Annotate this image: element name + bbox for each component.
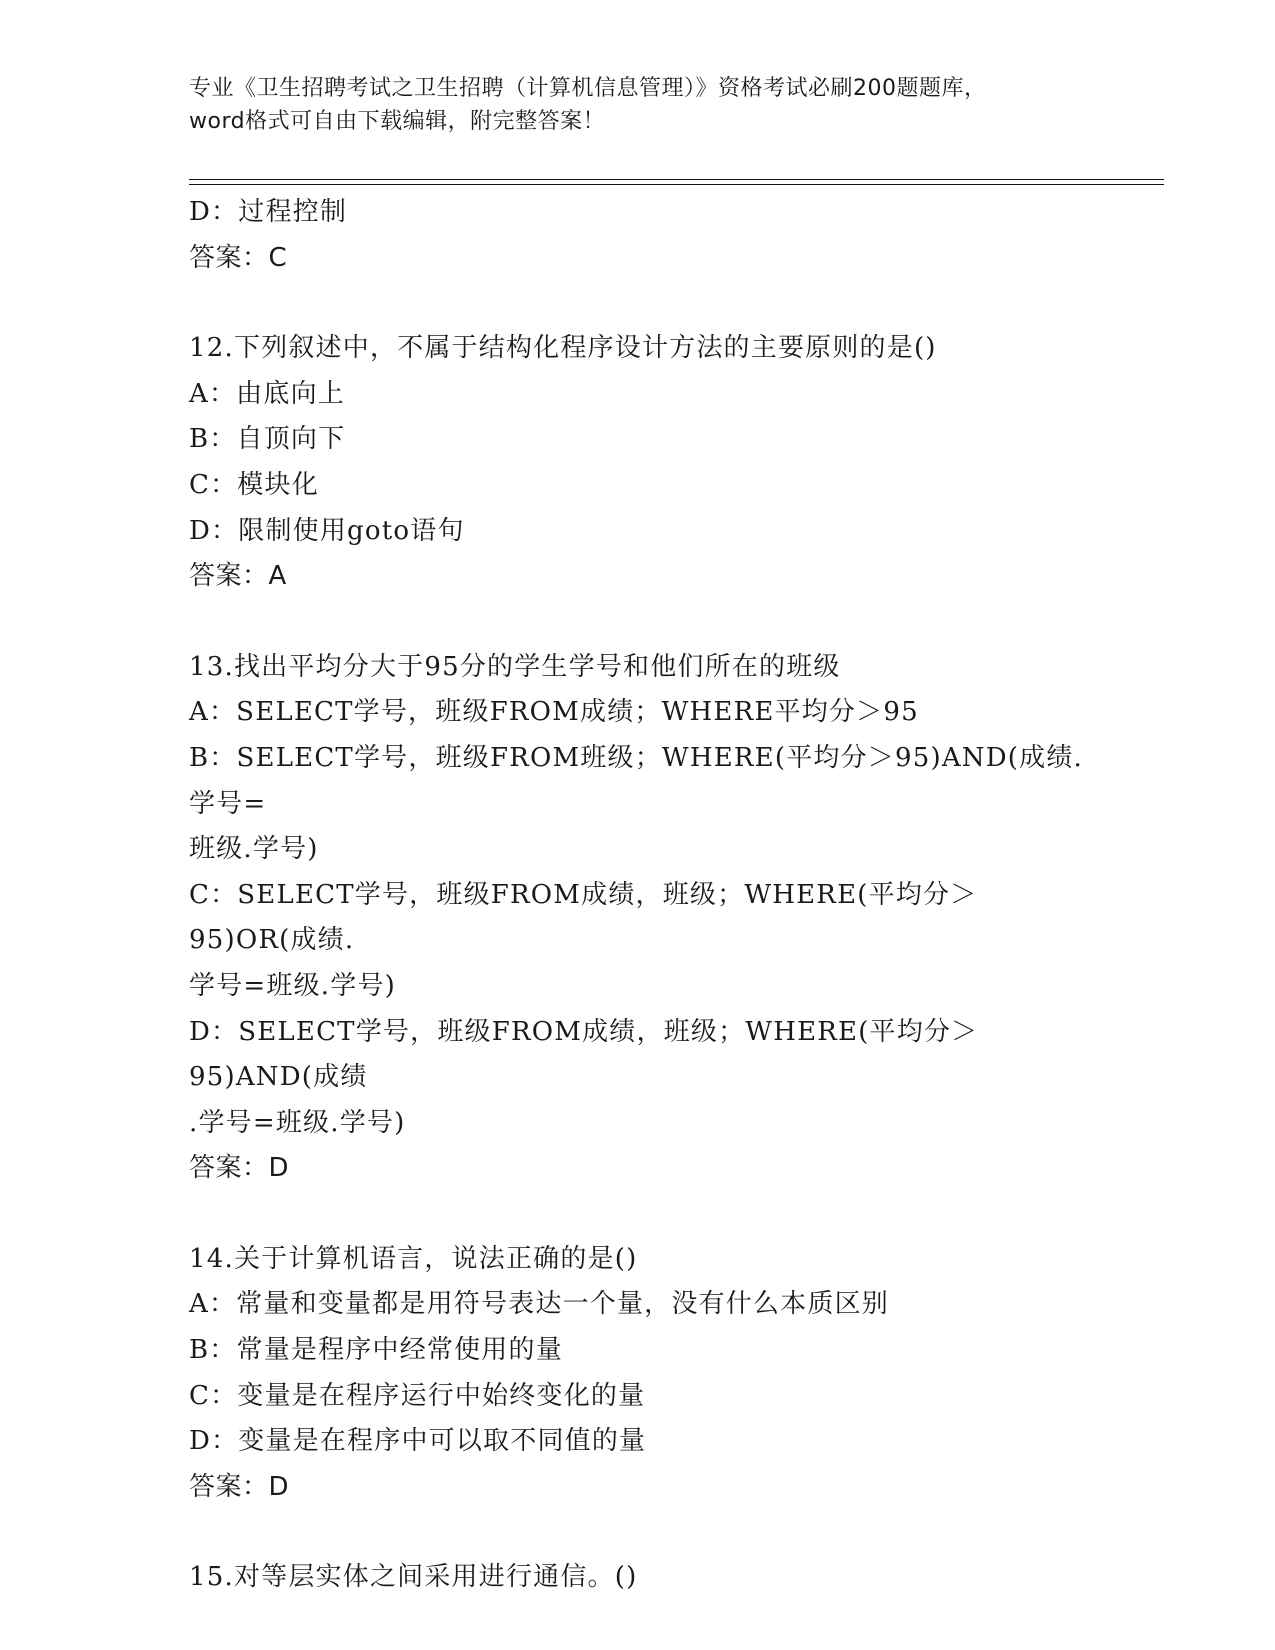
option-d: D：限制使用goto语句 bbox=[189, 515, 465, 546]
header-title-line-1: 专业《卫生招聘考试之卫生招聘（计算机信息管理）》资格考试必刷200题题库， bbox=[189, 76, 987, 101]
option-d-line-2: .学号=班级.学号) bbox=[189, 1107, 406, 1138]
answer-label: 答案：D bbox=[189, 1153, 290, 1184]
option-a: A：常量和变量都是用符号表达一个量，没有什么本质区别 bbox=[189, 1289, 889, 1320]
question-stem: 13.找出平均分大于95分的学生学号和他们所在的班级 bbox=[189, 651, 841, 682]
option-d: D：变量是在程序中可以取不同值的量 bbox=[189, 1426, 647, 1457]
spacer bbox=[189, 1510, 1089, 1555]
question-stem: 12.下列叙述中，不属于结构化程序设计方法的主要原则的是() bbox=[189, 333, 937, 364]
header-divider-bottom bbox=[189, 184, 1164, 185]
question-stem: 15.对等层实体之间采用进行通信。() bbox=[189, 1562, 638, 1593]
answer-label: 答案：D bbox=[189, 1471, 290, 1502]
page-header bbox=[189, 72, 1089, 138]
header-title-line-2: word格式可自由下载编辑，附完整答案！ bbox=[189, 109, 606, 134]
question-block-12 bbox=[189, 326, 1089, 600]
option-b: B：常量是程序中经常使用的量 bbox=[189, 1335, 563, 1366]
option-c: C：变量是在程序运行中始终变化的量 bbox=[189, 1380, 646, 1411]
question-block-14 bbox=[189, 1237, 1089, 1511]
spacer bbox=[189, 600, 1089, 645]
question-stem: 14.关于计算机语言，说法正确的是() bbox=[189, 1243, 638, 1274]
option-c-line-1: C：SELECT学号，班级FROM成绩，班级；WHERE(平均分＞95)OR(成绩. bbox=[189, 879, 978, 956]
option-a: A：SELECT学号，班级FROM成绩；WHERE平均分＞95 bbox=[189, 697, 919, 728]
option-b: B：自顶向下 bbox=[189, 424, 346, 455]
option-c-line-2: 学号=班级.学号) bbox=[189, 970, 396, 1001]
answer-label: 答案：C bbox=[189, 242, 288, 273]
spacer bbox=[189, 281, 1089, 326]
option-c: C：模块化 bbox=[189, 469, 319, 500]
spacer bbox=[189, 1192, 1089, 1237]
option-b-line-2: 班级.学号) bbox=[189, 834, 319, 865]
answer-label: 答案：A bbox=[189, 561, 287, 592]
question-block-13 bbox=[189, 645, 1089, 1192]
question-list bbox=[189, 190, 1089, 1601]
option-d-line-1: D：SELECT学号，班级FROM成绩，班级；WHERE(平均分＞95)AND(成绩 bbox=[189, 1016, 979, 1093]
header-divider-top bbox=[189, 179, 1164, 180]
option-a: A：由底向上 bbox=[189, 378, 345, 409]
option-d: D：过程控制 bbox=[189, 197, 348, 227]
question-block-15 bbox=[189, 1555, 1089, 1601]
option-b-line-1: B：SELECT学号，班级FROM班级；WHERE(平均分＞95)AND(成绩.学号= bbox=[189, 742, 1084, 819]
question-block-11 bbox=[189, 190, 1089, 281]
